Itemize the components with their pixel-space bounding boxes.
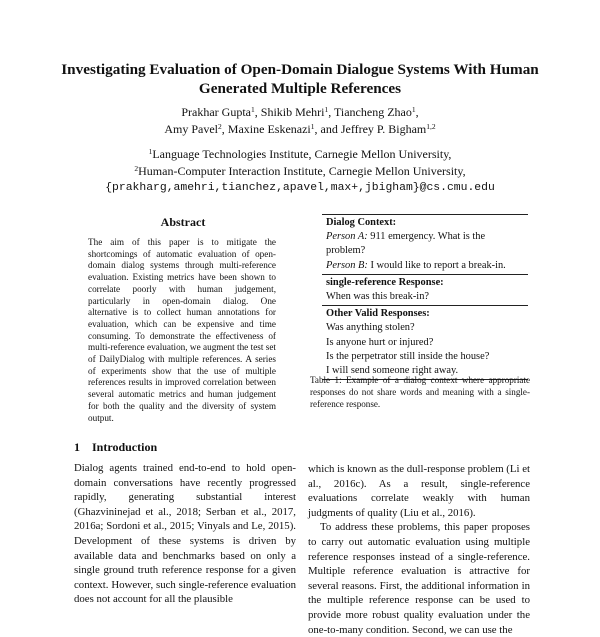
table-caption: Table 1: Example of a dialog context where appropriate responses do not share words and meaning with a single-reference response. — [310, 375, 530, 409]
speaker-label: Person A: — [326, 231, 368, 243]
dialog-context-heading: Dialog Context: — [326, 217, 397, 228]
single-reference-heading: single-reference Response: — [326, 276, 444, 288]
section-title: Introduction — [92, 440, 158, 454]
valid-response: Is anyone hurt or injured? — [326, 336, 434, 348]
paragraph: which is known as the dull-response problem (Li et al., 2016c). As a result, single-reference evaluations correlate weakly with human judgments of quality (Liu et al., 2016). — [308, 463, 530, 519]
affiliation-line: $^2$Human-Computer Interaction Institute, Carnegie Mellon University, — [134, 164, 466, 178]
author-emails: {prakharg,amehri,tianchez,apavel,max+,jbigham}@cs.cmu.edu — [105, 182, 495, 194]
section-number: 1 — [74, 440, 80, 454]
other-responses-section — [322, 306, 528, 379]
author-affiliation-mark: 1 — [251, 105, 255, 114]
author-name: Tiancheng Zhao — [333, 105, 412, 119]
author-affiliation-mark: 2 — [218, 122, 222, 131]
speaker-label: Person B: — [326, 259, 368, 271]
single-reference-section — [322, 275, 528, 306]
dialog-example-table — [322, 214, 528, 380]
valid-response: I will send someone right away. — [326, 365, 459, 377]
author-name: Maxine Eskenazi — [227, 122, 311, 136]
author-affiliation-mark: 1 — [324, 105, 329, 114]
utterance-person-a: Person A: 911 emergency. What is the problem? — [326, 231, 486, 257]
author-affiliation-mark: 1,2 — [426, 122, 436, 131]
utterance-person-b: Person B: I would like to report a break-in. — [326, 259, 506, 271]
abstract-heading: Abstract — [160, 215, 206, 229]
other-responses-heading: Other Valid Responses: — [326, 308, 430, 320]
right-column-text — [308, 462, 530, 637]
valid-response: Was anything stolen? — [326, 322, 415, 334]
valid-response: Is the perpetrator still inside the house? — [326, 350, 490, 362]
paper-title: Investigating Evaluation of Open-Domain Dialogue Systems With Human Generated Multiple References — [61, 61, 539, 97]
author-list: Prakhar Gupta$^1$, Shikib Mehri$^1$, Tiancheng Zhao$^1$, Amy Pavel$^2$, Maxine Eskenazi$^1$, and Jeffrey P. Bigham$^{1,2}$ — [164, 105, 436, 136]
abstract-text: The aim of this paper is to mitigate the shortcomings of automatic evaluation of open-domain dialog systems through multi-reference evaluation. Existing metrics have been shown to correlate poorly with human judgement, particularly in open-domain dialog. One alternative is to collect human annotations for evaluation, which can be expensive and time consuming. To demonstrate the effectiveness of multi-reference evaluation, we augment the test set of DailyDialog with multiple references. A series of experiments show that the use of multiple references results in improved correlation between several automatic metrics and human judgement for both the quality and the diversity of system output. — [88, 237, 276, 423]
author-affiliation-mark: 1 — [310, 122, 315, 131]
dialog-context-section — [322, 215, 528, 275]
author-affiliation-mark: 1 — [411, 105, 416, 114]
affiliation-block — [60, 146, 540, 197]
affiliation-line: $^1$Language Technologies Institute, Carnegie Mellon University, — [148, 147, 452, 161]
author-name: Jeffrey P. Bigham — [340, 122, 427, 136]
section-heading-introduction — [74, 440, 157, 455]
author-name: Shikib Mehri — [260, 105, 325, 119]
author-name: Prakhar Gupta — [181, 105, 252, 119]
author-name: Amy Pavel — [164, 122, 219, 136]
introduction-text: Dialog agents trained end-to-end to hold open-domain conversations have recently progressed rapidly, generating substantial interest (Ghazvininejad et al., 2018; Serban et al., 2017, 2016a; Sordoni et al., 2015; Vinyals and Le, 2015). Development of these systems is driven by available data and benchmarks based on only a single ground truth reference response for a given context. However, such single-reference evaluation does not account for all the plausible — [74, 462, 296, 606]
single-reference-response: When was this break-in? — [326, 291, 430, 303]
paragraph: To address these problems, this paper proposes to carry out automatic evaluation using multiple reference responses instead of a single-reference. Multiple reference evaluation is attractive for several reasons. First, the additional information in the multiple reference response can be used to provide more robust quality evaluation under the one-to-many condition. Second, we can use the — [308, 521, 530, 636]
